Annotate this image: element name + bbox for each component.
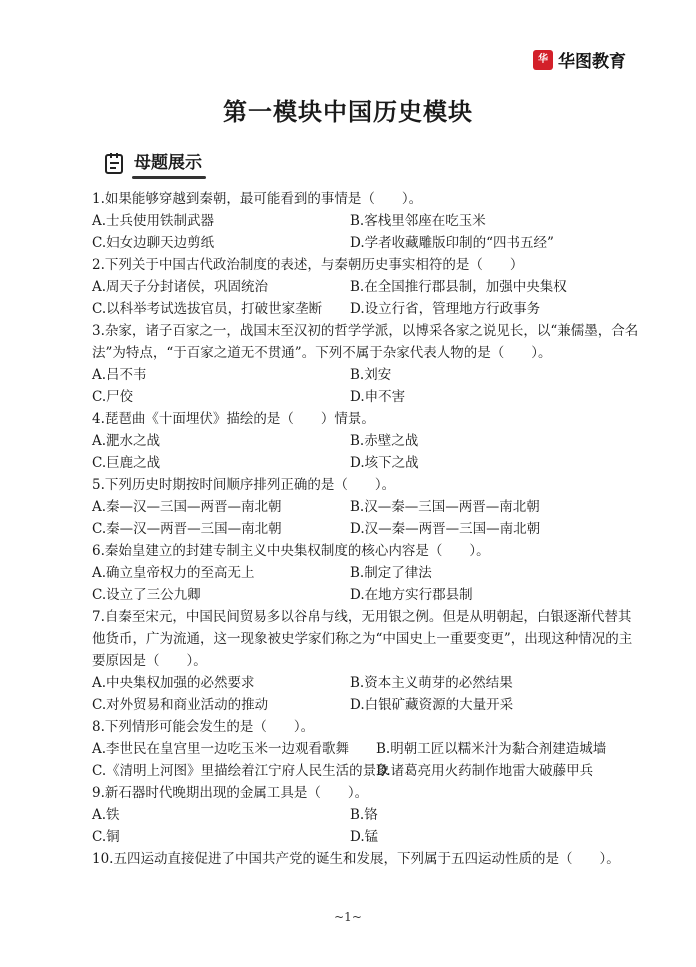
option-b: B.明朝工匠以糯米汁为黏合剂建造城墙 xyxy=(376,741,607,757)
brand-mark-icon: 华 xyxy=(533,50,553,70)
page-title: 第一模块中国历史模块 xyxy=(223,98,473,126)
option-grid xyxy=(92,738,642,782)
option-b: B.客栈里邻座在吃玉米 xyxy=(350,213,486,229)
option-grid xyxy=(92,562,642,606)
option-b: B.铬 xyxy=(350,807,378,823)
question-stem: 9.新石器时代晚期出现的金属工具是（ ）。 xyxy=(92,785,369,801)
option-b: B.制定了律法 xyxy=(350,565,432,581)
question-item xyxy=(92,848,642,870)
question-stem: 10.五四运动直接促进了中国共产党的诞生和发展，下列属于五四运动性质的是（ ）。 xyxy=(92,851,620,867)
option-a: A.李世民在皇宫里一边吃玉米一边观看歌舞 xyxy=(92,741,350,757)
option-grid xyxy=(92,430,642,474)
section-header xyxy=(104,148,202,177)
question-stem: 1.如果能够穿越到秦朝，最可能看到的事情是（ ）。 xyxy=(92,191,423,207)
notepad-icon xyxy=(104,152,124,174)
brand-name: 华图教育 xyxy=(558,52,626,72)
option-c: C.对外贸易和商业活动的推动 xyxy=(92,697,269,713)
option-c: C.巨鹿之战 xyxy=(92,455,161,471)
option-d: D.设立行省，管理地方行政事务 xyxy=(350,301,541,317)
option-c: C.铜 xyxy=(92,829,120,845)
option-d: D.垓下之战 xyxy=(350,455,419,471)
option-d: D.学者收藏雕版印制的“四书五经” xyxy=(350,235,554,251)
option-c: C.设立了三公九卿 xyxy=(92,587,201,603)
question-item xyxy=(92,716,642,782)
question-item xyxy=(92,320,642,408)
question-stem: 5.下列历史时期按时间顺序排列正确的是（ ）。 xyxy=(92,477,396,493)
question-stem: 6.秦始皇建立的封建专制主义中央集权制度的核心内容是（ ）。 xyxy=(92,543,490,559)
question-stem: 3.杂家，诸子百家之一，战国末至汉初的哲学学派，以博采各家之说见长，以“兼儒墨，合名法”为特点，“于百家之道无不贯通”。下列不属于杂家代表人物的是（ ）。 xyxy=(92,323,639,361)
question-stem: 8.下列情形可能会发生的是（ ）。 xyxy=(92,719,315,735)
section-label: 母题展示 xyxy=(134,148,202,177)
question-item xyxy=(92,782,642,848)
option-a: A.吕不韦 xyxy=(92,367,147,383)
question-item xyxy=(92,254,642,320)
option-b: B.赤壁之战 xyxy=(350,433,419,449)
option-grid xyxy=(92,364,642,408)
option-c: C.以科举考试选拔官员，打破世家垄断 xyxy=(92,301,323,317)
option-d: D.白银矿藏资源的大量开采 xyxy=(350,697,514,713)
option-a: A.中央集权加强的必然要求 xyxy=(92,675,255,691)
option-grid xyxy=(92,210,642,254)
option-a: A.淝水之战 xyxy=(92,433,161,449)
option-b: B.在全国推行郡县制，加强中央集权 xyxy=(350,279,567,295)
question-stem: 2.下列关于中国古代政治制度的表述，与秦朝历史事实相符的是（ ） xyxy=(92,257,524,273)
option-d: D.锰 xyxy=(350,829,379,845)
question-item xyxy=(92,474,642,540)
option-c: C.妇女边聊天边剪纸 xyxy=(92,235,215,251)
option-a: A.士兵使用铁制武器 xyxy=(92,213,215,229)
option-c: C.秦—汉—两晋—三国—南北朝 xyxy=(92,521,282,537)
option-grid xyxy=(92,672,642,716)
option-grid xyxy=(92,804,642,848)
option-a: A.秦—汉—三国—两晋—南北朝 xyxy=(92,499,282,515)
page-number: ~1~ xyxy=(334,910,362,924)
option-b: B.汉—秦—三国—两晋—南北朝 xyxy=(350,499,540,515)
question-item xyxy=(92,188,642,254)
option-grid xyxy=(92,276,642,320)
option-a: A.确立皇帝权力的至高无上 xyxy=(92,565,255,581)
question-item xyxy=(92,540,642,606)
option-b: B.刘安 xyxy=(350,367,392,383)
option-c: C.《清明上河图》里描绘着江宁府人民生活的景象 xyxy=(92,763,390,779)
option-grid xyxy=(92,496,642,540)
option-b: B.资本主义萌芽的必然结果 xyxy=(350,675,513,691)
option-d: D.汉—秦—两晋—三国—南北朝 xyxy=(350,521,541,537)
question-stem: 7.自秦至宋元，中国民间贸易多以谷帛与线，无用银之例。但是从明朝起，白银逐渐代替其他货币，广为流通，这一现象被史学家们称之为“中国史上一重要变更”，出现这种情况的主要原因是（ ）。 xyxy=(92,609,633,669)
brand-logo xyxy=(533,47,626,72)
question-item xyxy=(92,606,642,716)
option-a: A.铁 xyxy=(92,807,120,823)
option-d: D.申不害 xyxy=(350,389,406,405)
question-stem: 4.琵琶曲《十面埋伏》描绘的是（ ）情景。 xyxy=(92,411,375,427)
option-c: C.尸佼 xyxy=(92,389,134,405)
question-list xyxy=(92,188,642,870)
question-item xyxy=(92,408,642,474)
option-d: D.诸葛亮用火药制作地雷大破藤甲兵 xyxy=(376,763,594,779)
option-d: D.在地方实行郡县制 xyxy=(350,587,473,603)
option-a: A.周天子分封诸侯，巩固统治 xyxy=(92,279,269,295)
